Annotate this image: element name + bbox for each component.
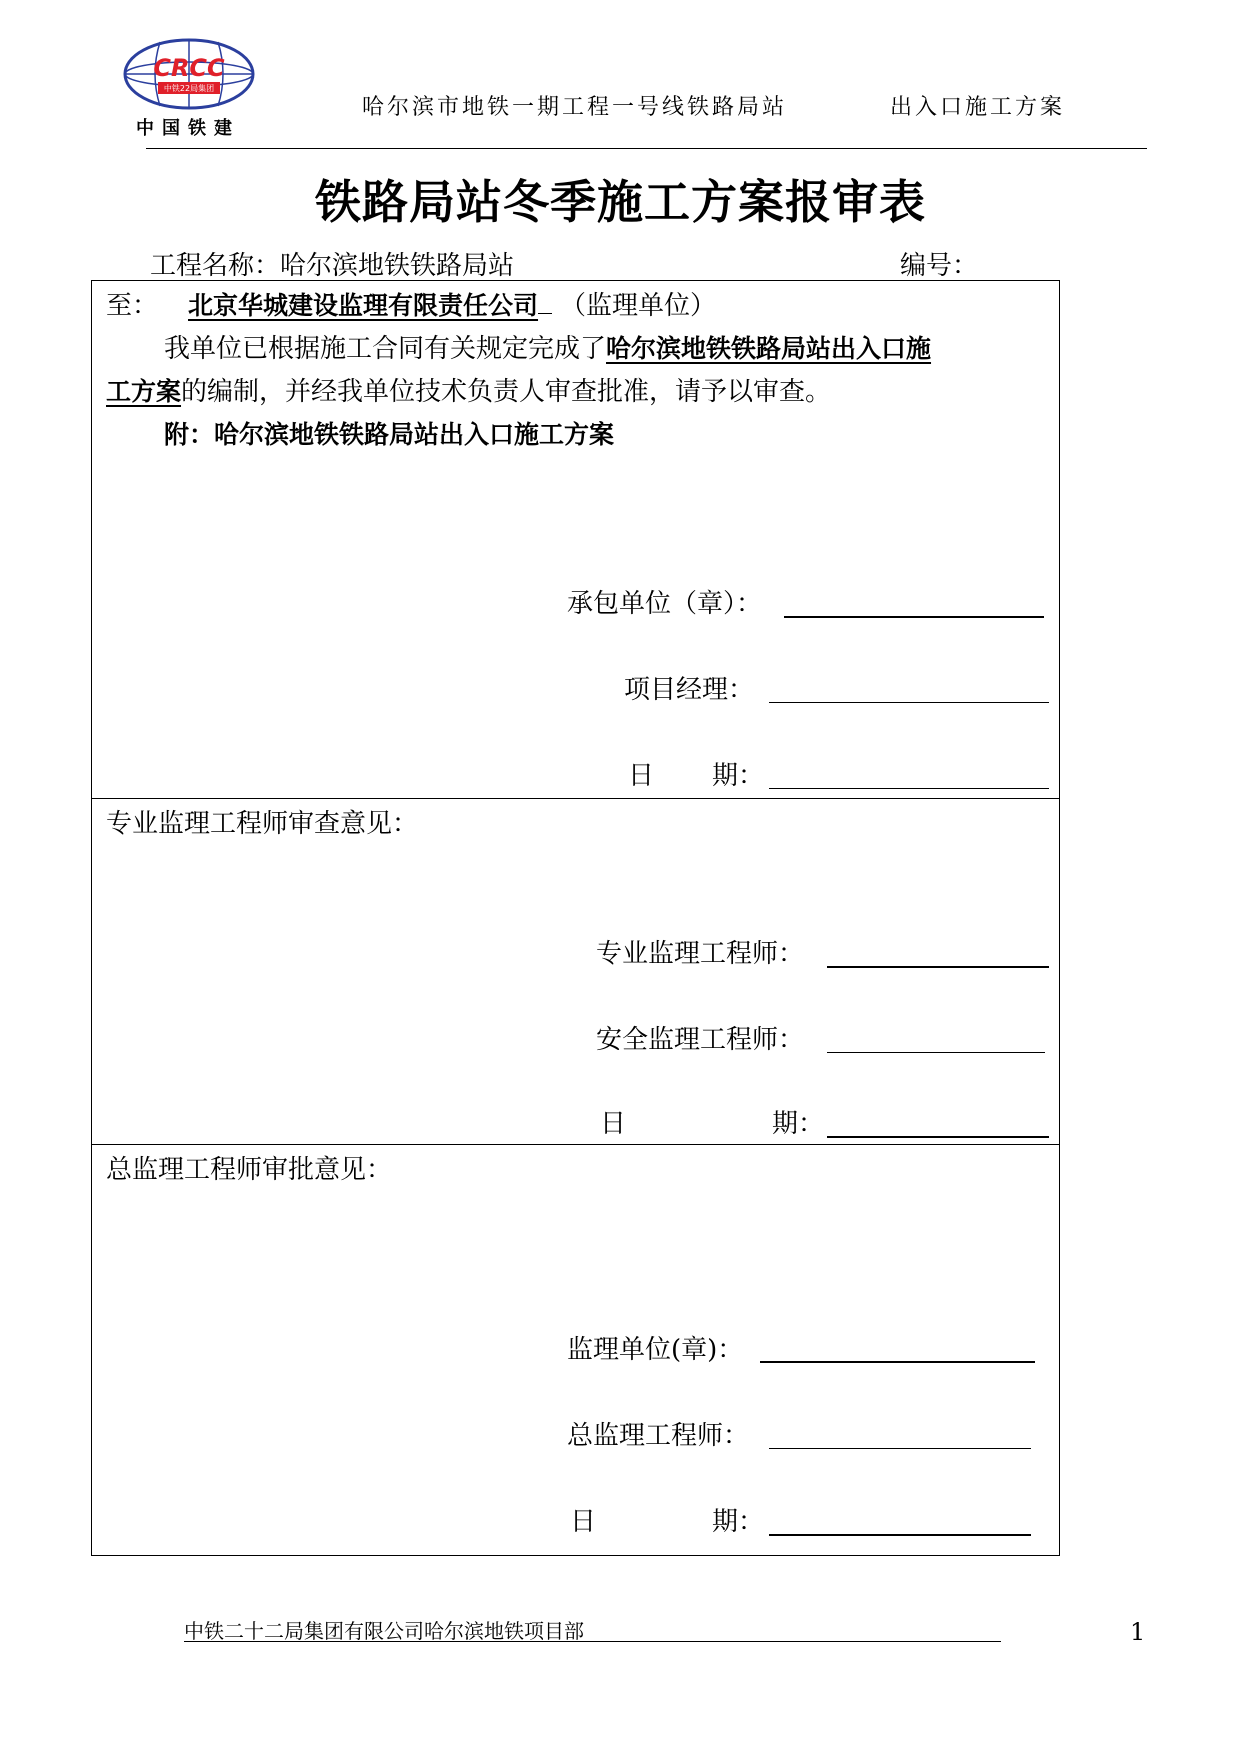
date-label-period: 期：: [712, 761, 765, 791]
body-line-2: [106, 379, 831, 405]
svg-text:CRCC: CRCC: [153, 54, 225, 82]
submission-section: [92, 281, 1059, 799]
plan-name-part-1: 哈尔滨地铁铁路局站出入口施: [606, 334, 932, 363]
date-sign-line: [769, 1534, 1031, 1536]
header-project: 哈尔滨市地铁一期工程一号线铁路局站: [362, 95, 788, 120]
specialist-engineer-line: [827, 966, 1049, 968]
recipient-row: [106, 293, 716, 319]
body-prefix: 我单位已根据施工合同有关规定完成了: [164, 334, 607, 364]
project-name-value: 哈尔滨地铁铁路局站: [280, 251, 515, 281]
contractor-label: 承包单位（章）：: [567, 589, 763, 619]
footer-dept: 哈尔滨地铁项目部: [424, 1619, 584, 1643]
chief-heading: 总监理工程师审批意见：: [106, 1155, 393, 1185]
supervision-unit-line: [760, 1361, 1035, 1363]
header-doc-name: 出入口施工方案: [890, 95, 1066, 120]
specialist-heading: 专业监理工程师审查意见：: [106, 809, 419, 839]
contractor-sign-line: [784, 616, 1044, 618]
body-suffix: 的编制，并经我单位技术负责人审查批准，请予以审查。: [181, 377, 832, 407]
footer-company: 中铁二十二局集团有限公司: [184, 1619, 424, 1643]
supervision-unit-label: 监理单位(章)：: [567, 1335, 744, 1365]
header-rule: [146, 148, 1147, 149]
logo-caption: 中国铁建: [136, 118, 240, 139]
date-label-period: 期：: [772, 1109, 825, 1139]
safety-engineer-label: 安全监理工程师：: [596, 1025, 805, 1055]
chief-engineer-label: 总监理工程师：: [567, 1421, 750, 1451]
footer-text: [184, 1615, 584, 1644]
recipient-value: 北京华城建设监理有限责任公司: [188, 291, 539, 320]
page-title: 铁路局站冬季施工方案报审表: [315, 175, 926, 229]
plan-name-part-2: 工方案: [106, 377, 182, 406]
date-label-day: 日: [570, 1507, 597, 1537]
review-form: [91, 280, 1060, 1556]
manager-label: 项目经理：: [624, 675, 755, 705]
project-name-row: [150, 245, 514, 282]
date-sign-line: [769, 788, 1049, 789]
company-logo: [120, 34, 258, 138]
manager-sign-line: [769, 702, 1049, 703]
safety-engineer-line: [827, 1052, 1045, 1053]
chief-review-section: [92, 1145, 1059, 1555]
chief-engineer-line: [769, 1448, 1031, 1449]
project-name-label: 工程名称：: [150, 251, 281, 281]
page-number: 1: [1130, 1618, 1146, 1646]
recipient-label: 至：: [106, 291, 159, 321]
specialist-review-section: [92, 799, 1059, 1145]
date-label-period: 期：: [712, 1507, 765, 1537]
attachment-line: 附：哈尔滨地铁铁路局站出入口施工方案: [164, 420, 615, 449]
recipient-suffix: （监理单位）: [560, 291, 717, 321]
date-label-day: 日: [600, 1109, 627, 1139]
footer-rule: [184, 1641, 1001, 1642]
number-label: 编号：: [900, 251, 979, 281]
specialist-engineer-label: 专业监理工程师：: [596, 939, 805, 969]
svg-text:中铁22局集团: 中铁22局集团: [163, 84, 215, 93]
date-sign-line: [827, 1136, 1049, 1138]
body-line-1: [164, 336, 931, 362]
date-label-day: 日: [628, 761, 655, 791]
